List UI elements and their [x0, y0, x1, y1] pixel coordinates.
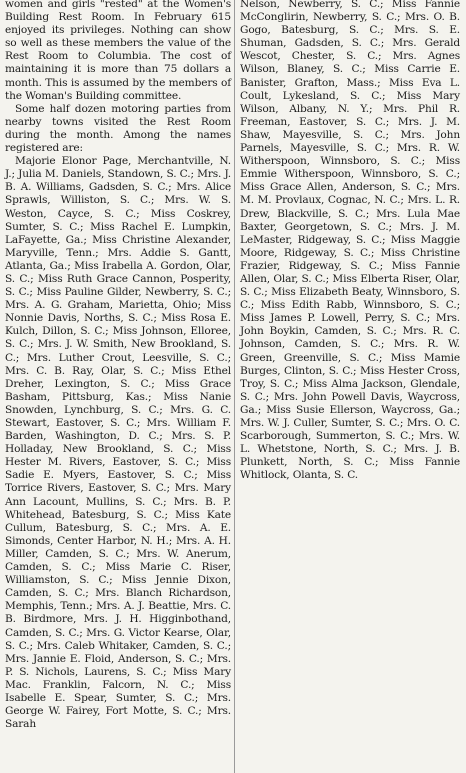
paragraph-rest-room-usage: women and girls "rested" at the Women's Building Rest Room. In February 615 enjoyed its privileges. Nothing can show so well as these members the value of the Rest Room to Columbia. The cost of maintaining it is more than 75 dollars a month. This is assumed by the members of the Woman's Building committee. [5, 0, 231, 102]
paragraph-registered-names: Majorie Elonor Page, Merchantville, N. J.; Julia M. Daniels, Standown, S. C.; Mrs. J. B. A. Williams, Gadsden, S. C.; Mrs. Alice Sprawls, Williston, S. C.; Mrs. W. S. Weston, Cayce, S. C.; Miss Coskrey, Sumter, S. C.; Miss Rachel E. Lumpkin, LaFayette, Ga.; Miss Christine Alexander, Maryville, Tenn.; Mrs. Addie S. Gantt, Atlanta, Ga.; Miss Irabella A. Gordon, Olar, S. C.; Miss Ruth Grace Cannon, Posperity, S. C.; Miss Pauline Gilder, Newberry, S. C.; Mrs. A. G. Graham, Marietta, Ohio; Miss Nonnie Davis, Norths, S. C.; Miss Rosa E. Kulch, Dillon, S. C.; Miss Johnson, Elloree, S. C.; Mrs. J. W. Smith, New Brookland, S. C.; Mrs. Luther Crout, Leesville, S. C.; Mrs. C. B. Ray, Olar, S. C.; Miss Ethel Dreher, Lexington, S. C.; Miss Grace Basham, Pittsburg, Kas.; Miss Nanie Snowden, Lynchburg, S. C.; Mrs. G. C. Stewart, Eastover, S. C.; Mrs. William F. Barden, Washington, D. C.; Mrs. S. P. Holladay, New Brookland, S. C.; Miss Hester M. Rivers, Eastover, S. C.; Miss Sadie E. Myers, Eastover, S. C.; Miss Torrice Rivers, Eastover, S. C.; Mrs. Mary Ann Lacount, Mullins, S. C.; Mrs. B. P. Whitehead, Batesburg, S. C.; Miss Kate Cullum, Batesburg, S. C.; Mrs. A. E. Simonds, Center Harbor, N. H.; Mrs. A. H. Miller, Camden, S. C.; Mrs. W. Anerum, Camden, S. C.; Miss Marie C. Riser, Williamston, S. C.; Miss Jennie Dixon, Camden, S. C.; Mrs. Blanch Richardson, Memphis, Tenn.; Mrs. A. J. Beattie, Mrs. C. B. Birdmore, Mrs. J. H. Higginbothand, Camden, S. C.; Mrs. G. Victor Kearse, Olar, S. C.; Mrs. Caleb Whitaker, Camden, S. C.; Mrs. Jannie E. Floid, Anderson, S. C.; Mrs. P. S. Nichols, Laurens, S. C.; Miss Mary Mac. Franklin, Falcorn, N. C.; Miss Isabelle E. Spear, Sumter, S. C.; Mrs. George W. Fairey, Fort Motte, S. C.; Mrs. Sarah [5, 155, 231, 731]
paragraph-registered-names-continued: Nelson, Newberry, S. C.; Miss Fannie McConglirin, Newberry, S. C.; Mrs. O. B. Gogo, Batesburg, S. C.; Mrs. S. E. Shuman, Gadsden, S. C.; Mrs. Gerald Wescot, Chester, S. C.; Mrs. Agnes Wilson, Blaney, S. C.; Miss Carrie E. Banister, Grafton, Mass.; Miss Eva L. Coult, Lykesland, S. C.; Miss Mary Wilson, Albany, N. Y.; Mrs. Phil R. Freeman, Eastover, S. C.; Mrs. J. M. Shaw, Mayesville, S. C.; Mrs. John Parnels, Mayesville, S. C.; Mrs. R. W. Witherspoon, Winnsboro, S. C.; Miss Emmie Witherspoon, Winnsboro, S. C.; Miss Grace Allen, Anderson, S. C.; Mrs. M. M. Provlaux, Cognac, N. C.; Mrs. L. R. Drew, Blackville, S. C.; Mrs. Lula Mae Baxter, Georgetown, S. C.; Mrs. J. M. LeMaster, Ridgeway, S. C.; Miss Maggie Moore, Ridgeway, S. C.; Miss Christine Frazier, Ridgeway, S. C.; Miss Fannie Allen, Olar, S. C.; Miss Elberta Riser, Olar, S. C.; Miss Elizabeth Beaty, Winnsboro, S. C.; Miss Edith Rabb, Winnsboro, S. C.; Miss James P. Lowell, Perry, S. C.; Mrs. John Boykin, Camden, S. C.; Mrs. R. C. Johnson, Camden, S. C.; Mrs. R. W. Green, Greenville, S. C.; Miss Mamie Burges, Clinton, S. C.; Miss Hester Cross, Troy, S. C.; Miss Alma Jackson, Glendale, S. C.; Mrs. John Powell Davis, Waycross, Ga.; Miss Susie Ellerson, Waycross, Ga.; Mrs. W. J. Culler, Sumter, S. C.; Mrs. O. C. Scarborough, Summerton, S. C.; Mrs. W. L. Whetstone, North, S. C.; Mrs. J. B. Plunkett, North, S. C.; Miss Fannie Whitlock, Olanta, S. C. [240, 0, 460, 482]
right-column [240, 0, 460, 482]
left-column [5, 0, 231, 731]
paragraph-motoring-parties: Some half dozen motoring parties from nearby towns visited the Rest Room during the month. Among the names registered are: [5, 102, 231, 155]
column-divider [234, 0, 235, 773]
